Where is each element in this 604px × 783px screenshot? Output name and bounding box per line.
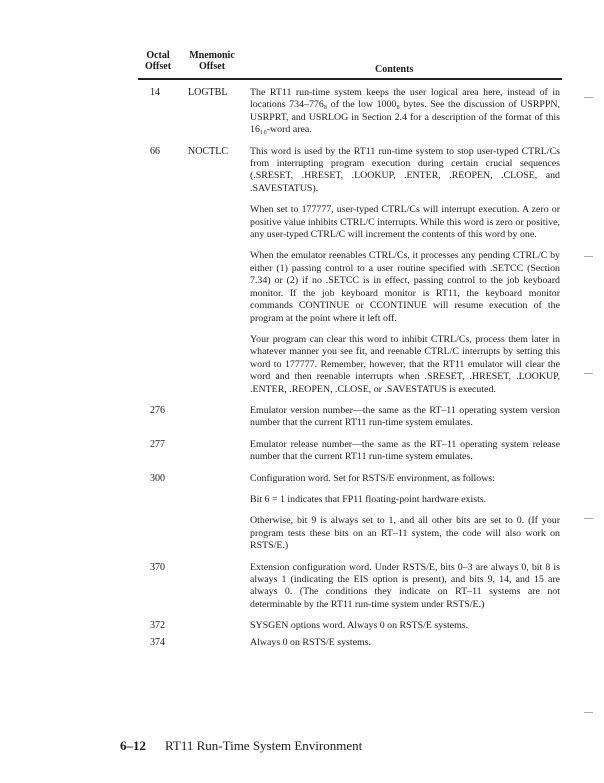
octal-offset: 66 xyxy=(150,145,160,157)
contents-paragraph: Configuration word. Set for RSTS/E environment, as follows: xyxy=(250,472,495,484)
contents-paragraph: When set to 177777, user-typed CTRL/Cs will interrupt execution. A zero or positive value inhibits CTRL/C interrupts. While this word is zero or positive, any user-typed CTRL/C will increment the contents of this word by one. xyxy=(250,204,560,241)
contents-cell xyxy=(250,405,560,430)
mnemonic-offset: LOGTBL xyxy=(188,87,228,98)
contents-paragraph: Always 0 on RSTS/E systems. xyxy=(250,636,371,648)
header-line: Offset xyxy=(198,61,226,72)
octal-offset: 277 xyxy=(150,438,165,450)
contents-cell xyxy=(250,637,560,649)
contents-paragraph: This word is used by the RT11 run-time system to stop user-typed CTRL/Cs from interrupting program execution during certain crucial sequences (.SRESET, .HRESET, .LOOKUP, .ENTER, .REOPEN, .CLOSE, and .SAVESTATUS). xyxy=(250,145,560,194)
footer-title: RT11 Run-Time System Environment xyxy=(165,738,363,753)
octal-offset: 370 xyxy=(150,561,165,573)
contents-paragraph: Otherwise, bit 9 is always set to 1, and all other bits are set to 0. (If your program tests these bits on an RT–11 system, the code will also work on RSTS/E.) xyxy=(250,515,560,552)
margin-mark xyxy=(584,712,593,713)
contents-cell xyxy=(250,620,560,632)
column-header-contents: Contents xyxy=(375,64,414,75)
margin-mark xyxy=(584,373,593,374)
octal-offset: 276 xyxy=(150,404,165,416)
contents-paragraph: Bit 6 = 1 indicates that FP11 floating-point hardware exists. xyxy=(250,493,487,505)
octal-offset: 374 xyxy=(150,636,165,648)
contents-cell xyxy=(250,439,560,464)
contents-paragraph: Your program can clear this word to inhibit CTRL/Cs, process them later in whatever manner you see fit, and reenable CTRL/C interrupts by setting this word to 177777. Remember, however, that the RT11 emulator will clear the word and then reenable interrupts when .SRESET, .HRESET, .LOOKUP, .ENTER, .REOPEN, .CLOSE, or .SAVESTATUS is executed. xyxy=(250,333,560,395)
header-line: Offset xyxy=(144,61,172,72)
table-row xyxy=(150,439,560,464)
contents-paragraph: The RT11 run-time system keeps the user logical area here, instead of in locations 734–776₈ of the low 1000₈ bytes. See the discussion of USRPPN, USRPRT, and USRLOG in Section 2.4 for a description of the format of this 16₁₀-word area. xyxy=(250,87,560,136)
contents-paragraph: Extension configuration word. Under RSTS/E, bits 0–3 are always 0, bit 8 is always 1 (indicating the EIS option is present), and bits 9, 14, and 15 are always 0. (The conditions they indicate on RT–11 systems are not determinable by the RT11 run-time system under RSTS/E.) xyxy=(250,561,560,610)
header-line: Octal xyxy=(146,50,170,61)
mnemonic-offset: NOCTLC xyxy=(188,145,228,157)
table-row xyxy=(150,146,560,396)
contents-paragraph: Emulator version number—the same as the RT–11 operating system version number that the current RT11 run-time system emulates. xyxy=(250,404,560,429)
margin-mark xyxy=(584,518,593,519)
header-rule xyxy=(138,78,562,80)
contents-cell xyxy=(250,146,560,396)
table-row xyxy=(150,473,560,553)
contents-cell xyxy=(250,473,560,553)
header-line: Mnemonic xyxy=(189,50,235,61)
contents-paragraph: When the emulator reenables CTRL/Cs, it processes any pending CTRL/C by either (1) passing control to a user routine specified with .SETCC (Section 7.34) or (2) if no .SETCC is in effect, passing control to the job keyboard monitor. If the job keyboard monitor is RT11, the keyboard monitor commands CONTINUE or CCONTINUE will resume execution of the program at the point where it left off. xyxy=(250,250,560,324)
octal-offset: 14 xyxy=(150,87,160,98)
table-row xyxy=(150,637,560,649)
page-number: 6–12 xyxy=(120,738,146,753)
contents-cell xyxy=(250,87,560,137)
contents-paragraph: Emulator release number—the same as the RT–11 operating system release number that the current RT11 run-time system emulates. xyxy=(250,438,560,463)
margin-mark xyxy=(584,256,593,257)
column-header-octal-offset xyxy=(138,50,178,72)
table-row xyxy=(150,87,560,137)
contents-paragraph: SYSGEN options word. Always 0 on RSTS/E systems. xyxy=(250,620,469,632)
column-header-mnemonic-offset xyxy=(184,50,240,72)
table-row xyxy=(150,620,560,632)
table-row xyxy=(150,562,560,612)
table-row xyxy=(150,405,560,430)
margin-mark xyxy=(584,97,593,98)
octal-offset: 300 xyxy=(150,472,165,484)
octal-offset: 372 xyxy=(150,620,165,632)
table-body xyxy=(150,87,560,658)
contents-cell xyxy=(250,562,560,612)
